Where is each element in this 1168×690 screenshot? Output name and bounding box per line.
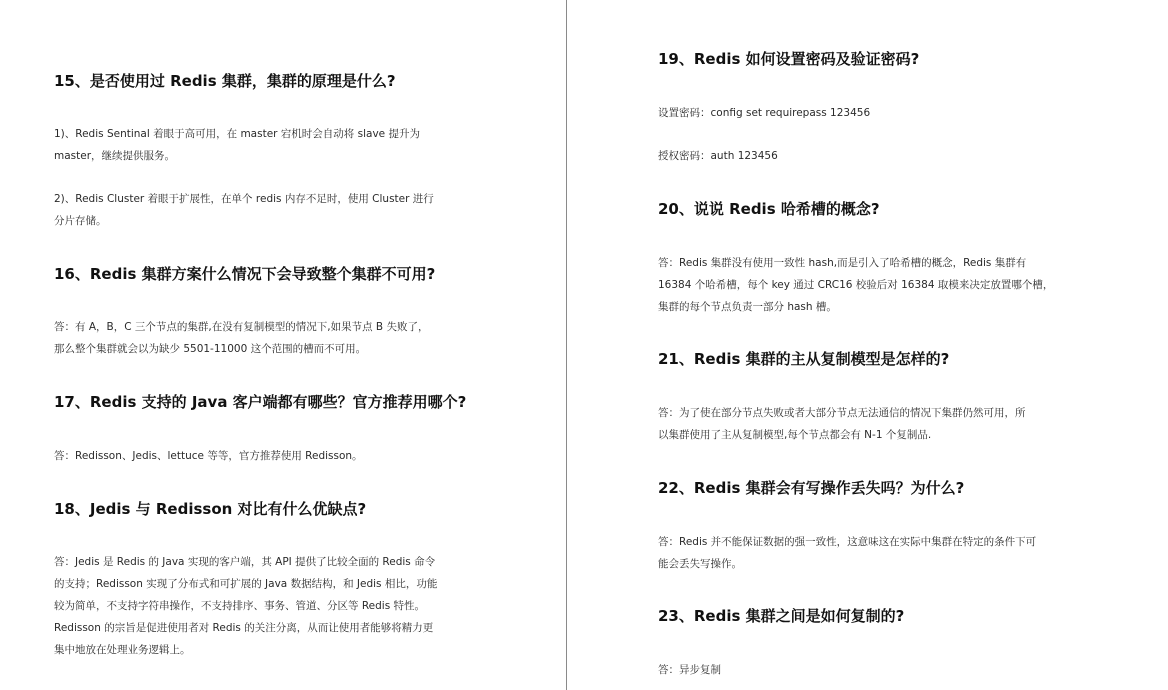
question-15-point-1: 1)、Redis Sentinal 着眼于高可用，在 master 宕机时会自动将 slave 提升为 master，继续提供服务。 xyxy=(54,128,420,162)
question-23-answer: 答：异步复制 xyxy=(658,664,721,676)
question-23-title: 23、Redis 集群之间是如何复制的? xyxy=(658,607,905,625)
question-19-set-password: 设置密码：config set requirepass 123456 xyxy=(658,107,871,119)
question-16-title: 16、Redis 集群方案什么情况下会导致整个集群不可用? xyxy=(54,265,436,283)
question-21-title: 21、Redis 集群的主从复制模型是怎样的? xyxy=(658,350,950,368)
question-16-answer: 答：有 A，B，C 三个节点的集群,在没有复制模型的情况下,如果节点 B 失败了， 那么整个集群就会以为缺少 5501-11000 这个范围的槽而不可用。 xyxy=(54,321,429,355)
question-22-answer: 答：Redis 并不能保证数据的强一致性，这意味这在实际中集群在特定的条件下可 能会丢失写操作。 xyxy=(658,536,1037,570)
question-18-title: 18、Jedis 与 Redisson 对比有什么优缺点? xyxy=(54,500,367,518)
question-21-answer: 答：为了使在部分节点失败或者大部分节点无法通信的情况下集群仍然可用，所 以集群使用了主从复制模型,每个节点都会有 N-1 个复制品. xyxy=(658,407,1026,441)
question-18-answer: 答：Jedis 是 Redis 的 Java 实现的客户端，其 API 提供了比较全面的 Redis 命令 的支持；Redisson 实现了分布式和可扩展的 Java 数据结构，和 Jedis 相比，功能 较为简单，不支持字符串操作，不支持排序、事务、管道、分区等 Redis 特性。 Redisson 的宗旨是促进使用者对 Redis 的关注分离，从而让使用者能够将精力更 集中地放在处理业务逻辑上。 xyxy=(54,556,438,656)
question-19-title: 19、Redis 如何设置密码及验证密码? xyxy=(658,50,920,68)
page-divider xyxy=(566,0,567,690)
question-20-title: 20、说说 Redis 哈希槽的概念? xyxy=(658,200,880,218)
question-22-title: 22、Redis 集群会有写操作丢失吗？为什么? xyxy=(658,479,965,497)
question-15-title: 15、是否使用过 Redis 集群，集群的原理是什么? xyxy=(54,72,396,90)
question-20-answer: 答：Redis 集群没有使用一致性 hash,而是引入了哈希槽的概念，Redis 集群有 16384 个哈希槽，每个 key 通过 CRC16 校验后对 16384 取模来决定放置哪个槽， 集群的每个节点负责一部分 hash 槽。 xyxy=(658,257,1054,313)
question-17-title: 17、Redis 支持的 Java 客户端都有哪些？官方推荐用哪个? xyxy=(54,393,467,411)
question-19-auth-password: 授权密码：auth 123456 xyxy=(658,150,778,162)
question-17-answer: 答：Redisson、Jedis、lettuce 等等，官方推荐使用 Redisson。 xyxy=(54,450,363,462)
question-15-point-2: 2)、Redis Cluster 着眼于扩展性，在单个 redis 内存不足时，使用 Cluster 进行 分片存储。 xyxy=(54,193,434,227)
